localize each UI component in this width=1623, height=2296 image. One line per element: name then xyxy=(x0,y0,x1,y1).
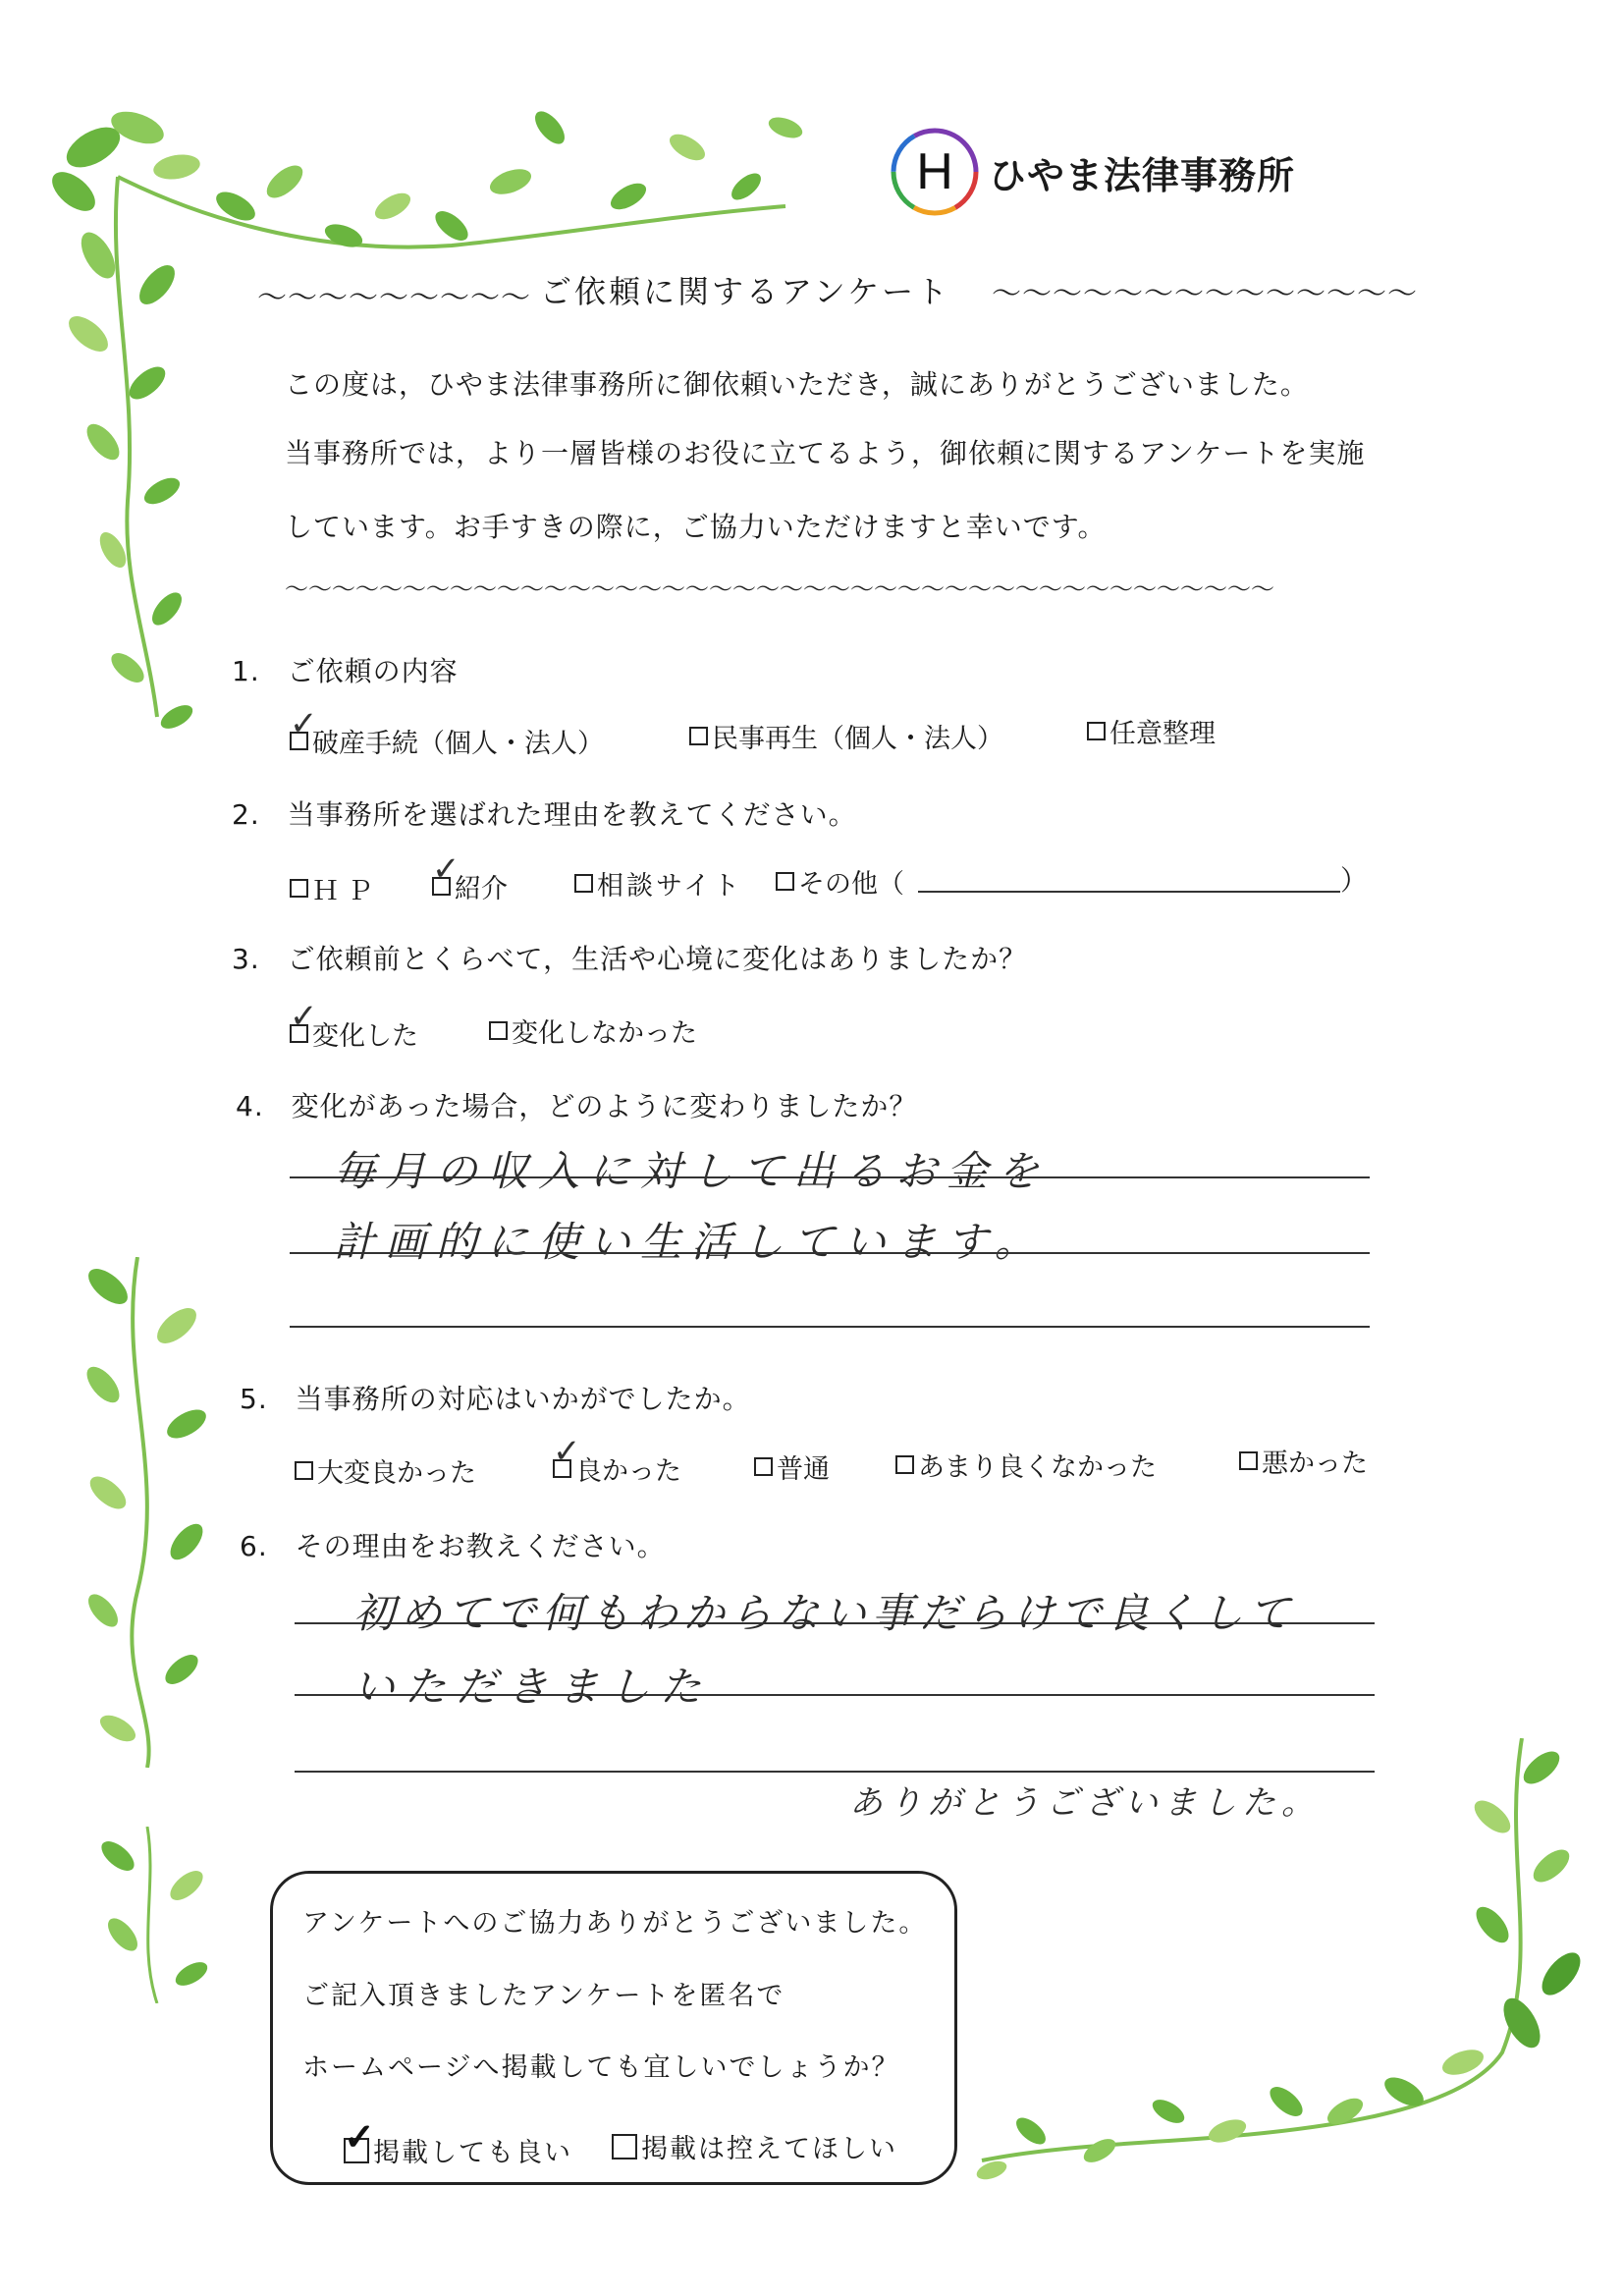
q2-option-referral[interactable] xyxy=(432,849,508,905)
question-number: 3. xyxy=(232,943,260,975)
vine-decoration-left-middle xyxy=(59,1257,245,1768)
q1-option-voluntary-arrangement[interactable] xyxy=(1087,712,1216,750)
option-label: 破産手続（個人・法人） xyxy=(312,729,604,759)
option-label: 掲載は控えてほしい xyxy=(641,2134,897,2164)
intro-divider: ～～～～～～～～～～～～～～～～～～～～～～～～～～～～～～～～～～～～～～～～～～ xyxy=(285,575,1274,603)
q1-option-civil-rehabilitation[interactable] xyxy=(689,717,1003,755)
q4-answer-line-1: 毎月の収入に対して出るお金を xyxy=(334,1147,1050,1195)
option-label: 良かった xyxy=(575,1456,681,1487)
checkbox[interactable] xyxy=(895,1455,914,1474)
question-label: 当事務所を選ばれた理由を教えてください。 xyxy=(287,798,857,831)
q5-option-average[interactable] xyxy=(754,1448,830,1486)
question-number: 2. xyxy=(232,798,260,831)
header-tilde-right: ～～～～～～～～～～～～～～ xyxy=(992,277,1418,311)
q4-answer-line-2: 計画的に使い生活しています。 xyxy=(334,1218,1046,1266)
q2-other-input-line[interactable] xyxy=(918,891,1340,893)
question-1 xyxy=(232,650,459,689)
question-label: ご依頼の内容 xyxy=(287,655,459,687)
check-mark-icon: ✓ xyxy=(290,704,318,743)
intro-line-1: この度は，ひやま法律事務所に御依頼いただき，誠にありがとうございました。 xyxy=(285,368,1309,401)
option-label: ＨＰ xyxy=(312,876,381,906)
page-title: ご依頼に関するアンケート xyxy=(540,273,951,310)
question-label: その理由をお教えください。 xyxy=(295,1530,666,1562)
option-label: 紹介 xyxy=(455,874,508,904)
option-label: 変化しなかった xyxy=(512,1018,697,1049)
notice-line-2: ご記入頂きましたアンケートを匿名で xyxy=(302,1981,785,2011)
question-label: ご依頼前とくらべて，生活や心境に変化はありましたか？ xyxy=(287,943,1028,975)
option-label: 大変良かった xyxy=(317,1458,476,1489)
q5-option-very-good[interactable] xyxy=(295,1451,476,1490)
option-label: 悪かった xyxy=(1262,1449,1368,1479)
option-label: 相談サイト xyxy=(597,871,743,902)
q2-option-hp[interactable] xyxy=(290,869,381,907)
publication-consent-box xyxy=(270,1871,957,2185)
q2-option-other[interactable] xyxy=(776,862,904,901)
checkbox[interactable] xyxy=(432,849,460,896)
question-number: 4. xyxy=(236,1090,264,1122)
checkbox[interactable] xyxy=(290,879,308,898)
option-label: あまり良くなかった xyxy=(918,1452,1157,1483)
logo-mark xyxy=(889,126,981,218)
checkbox[interactable] xyxy=(574,874,593,893)
logo-name: ひやま法律事務所 xyxy=(989,153,1296,197)
checkbox[interactable] xyxy=(344,2113,375,2163)
vine-decoration-left-lower xyxy=(88,1827,236,2003)
check-mark-icon: ✓ xyxy=(553,1432,581,1471)
notice-line-3: ホームページへ掲載しても宜しいでしょうか？ xyxy=(302,2052,900,2083)
question-label: 当事務所の対応はいかがでしたか。 xyxy=(295,1383,751,1415)
q6-answer-rule-3 xyxy=(295,1771,1375,1773)
question-3 xyxy=(232,938,1027,977)
checkbox[interactable] xyxy=(754,1457,773,1476)
q6-answer-rule-1 xyxy=(295,1622,1375,1624)
checkbox[interactable] xyxy=(1239,1451,1258,1470)
question-2 xyxy=(232,793,857,833)
checkbox[interactable] xyxy=(776,872,794,891)
q2-close-paren: ） xyxy=(1340,864,1370,897)
logo-letter: H xyxy=(916,143,953,200)
consent-option-decline[interactable] xyxy=(612,2127,897,2165)
question-label: 変化があった場合，どのように変わりましたか？ xyxy=(291,1090,918,1122)
option-label: 変化した xyxy=(312,1021,418,1052)
checkbox[interactable] xyxy=(612,2134,637,2159)
checkbox[interactable] xyxy=(1087,722,1106,740)
question-4 xyxy=(236,1085,917,1124)
check-mark-icon: ✓ xyxy=(290,997,318,1036)
intro-line-3: しています。お手すきの際に，ご協力いただけますと幸いです。 xyxy=(285,511,1107,543)
question-6 xyxy=(240,1525,666,1564)
q3-option-changed[interactable] xyxy=(290,997,418,1053)
q4-answer-rule-1 xyxy=(290,1176,1370,1178)
q5-option-bad[interactable] xyxy=(1239,1442,1368,1480)
q5-option-not-so-good[interactable] xyxy=(895,1446,1157,1484)
option-label: 掲載しても良い xyxy=(373,2138,572,2168)
checkbox[interactable] xyxy=(553,1432,581,1478)
header-tilde-left: ～～～～～～～～～ xyxy=(257,281,531,315)
checkbox[interactable] xyxy=(489,1021,508,1040)
checkbox[interactable] xyxy=(689,727,708,745)
q4-answer-rule-3 xyxy=(290,1326,1370,1328)
q4-answer-rule-2 xyxy=(290,1252,1370,1254)
q6-thanks-note: ありがとうございました。 xyxy=(849,1783,1321,1823)
notice-line-1: アンケートへのご協力ありがとうございました。 xyxy=(302,1908,928,1939)
consent-option-allow[interactable] xyxy=(344,2113,572,2169)
option-label: 民事再生（個人・法人） xyxy=(712,724,1003,754)
q5-option-good[interactable] xyxy=(553,1432,681,1488)
question-5 xyxy=(240,1378,751,1417)
intro-line-2: 当事務所では，より一層皆様のお役に立てるよう，御依頼に関するアンケートを実施 xyxy=(285,437,1366,469)
check-mark-icon: ✓ xyxy=(344,2113,375,2159)
q6-answer-line-1: 初めてで何もわからない事だらけで良くして xyxy=(353,1589,1297,1637)
question-number: 5. xyxy=(240,1383,268,1415)
option-label: 普通 xyxy=(777,1454,830,1485)
q6-answer-line-2: いただきました xyxy=(353,1663,712,1711)
checkbox[interactable] xyxy=(290,997,318,1043)
option-label: その他（ xyxy=(798,869,904,900)
question-number: 1. xyxy=(232,655,260,687)
question-number: 6. xyxy=(240,1530,268,1562)
q3-option-not-changed[interactable] xyxy=(489,1011,697,1050)
checkbox[interactable] xyxy=(290,704,318,750)
option-label: 任意整理 xyxy=(1109,719,1216,749)
q1-option-bankruptcy[interactable] xyxy=(290,704,604,760)
check-mark-icon: ✓ xyxy=(432,849,460,889)
q2-option-consultation-site[interactable] xyxy=(574,864,742,902)
logo xyxy=(889,126,1295,218)
q6-answer-rule-2 xyxy=(295,1694,1375,1696)
checkbox[interactable] xyxy=(295,1461,313,1480)
